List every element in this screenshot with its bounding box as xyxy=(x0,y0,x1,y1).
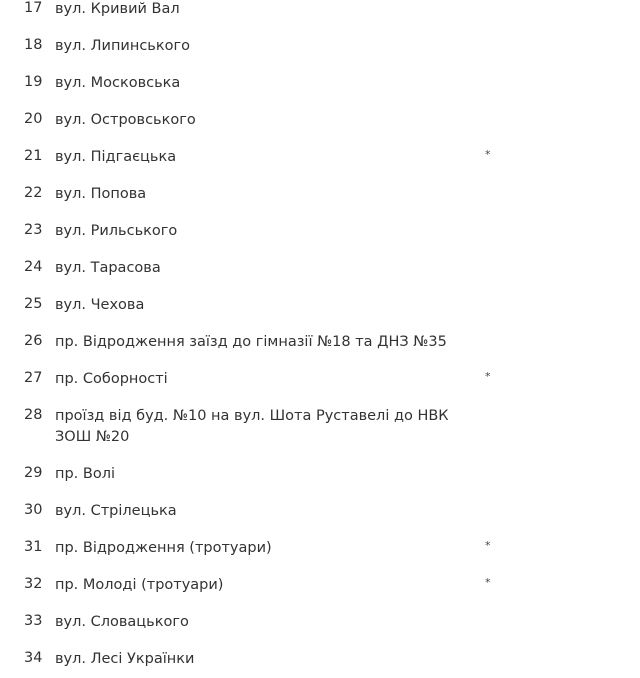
row-number: 17 xyxy=(24,0,43,16)
row-number: 23 xyxy=(24,222,43,238)
street-name: пр. Молоді (тротуари) xyxy=(55,577,224,593)
list-item xyxy=(0,287,640,324)
row-number: 33 xyxy=(24,613,43,629)
street-name: вул. Кривий Вал xyxy=(55,1,180,17)
list-item xyxy=(0,176,640,213)
row-number: 18 xyxy=(24,37,43,53)
row-number: 21 xyxy=(24,148,43,164)
row-number: 29 xyxy=(24,465,43,481)
row-number: 31 xyxy=(24,539,43,555)
asterisk-mark: * xyxy=(485,576,491,589)
street-name: вул. Московська xyxy=(55,75,181,91)
street-name: проїзд від буд. №10 на вул. Шота Руставелі до НВК ЗОШ №20 xyxy=(55,408,449,445)
row-number: 22 xyxy=(24,185,43,201)
asterisk-mark: * xyxy=(485,148,491,161)
list-item xyxy=(0,65,640,102)
list-item xyxy=(0,139,640,176)
row-number: 32 xyxy=(24,576,43,592)
asterisk-mark: * xyxy=(485,539,491,552)
street-name: пр. Відродження заїзд до гімназії №18 та ДНЗ №35 xyxy=(55,334,447,350)
street-name: пр. Відродження (тротуари) xyxy=(55,540,272,556)
street-name: вул. Чехова xyxy=(55,297,145,313)
list-item xyxy=(0,567,640,604)
row-number: 34 xyxy=(24,650,43,666)
row-number: 28 xyxy=(24,407,43,423)
street-name: вул. Стрілецька xyxy=(55,503,177,519)
street-name: вул. Підгаєцька xyxy=(55,149,177,165)
list-item xyxy=(0,102,640,139)
asterisk-mark: * xyxy=(485,370,491,383)
list-item xyxy=(0,398,640,456)
list-item xyxy=(0,456,640,493)
list-item xyxy=(0,324,640,361)
list-item xyxy=(0,28,640,65)
list-item xyxy=(0,604,640,641)
street-name: пр. Волі xyxy=(55,466,116,482)
row-number: 25 xyxy=(24,296,43,312)
row-number: 20 xyxy=(24,111,43,127)
list-item xyxy=(0,493,640,530)
street-name: вул. Липинського xyxy=(55,38,190,54)
list-item xyxy=(0,641,640,678)
list-item xyxy=(0,213,640,250)
row-number: 24 xyxy=(24,259,43,275)
street-name: вул. Островського xyxy=(55,112,196,128)
list-item xyxy=(0,530,640,567)
street-name: вул. Рильського xyxy=(55,223,178,239)
row-number: 19 xyxy=(24,74,43,90)
row-number: 26 xyxy=(24,333,43,349)
street-name: пр. Соборності xyxy=(55,371,168,387)
row-number: 30 xyxy=(24,502,43,518)
street-name: вул. Словацького xyxy=(55,614,189,630)
street-name: вул. Попова xyxy=(55,186,147,202)
street-name: вул. Лесі Українки xyxy=(55,651,195,667)
street-name: вул. Тарасова xyxy=(55,260,161,276)
list-item xyxy=(0,250,640,287)
row-number: 27 xyxy=(24,370,43,386)
list-item xyxy=(0,0,640,28)
list-item xyxy=(0,361,640,398)
